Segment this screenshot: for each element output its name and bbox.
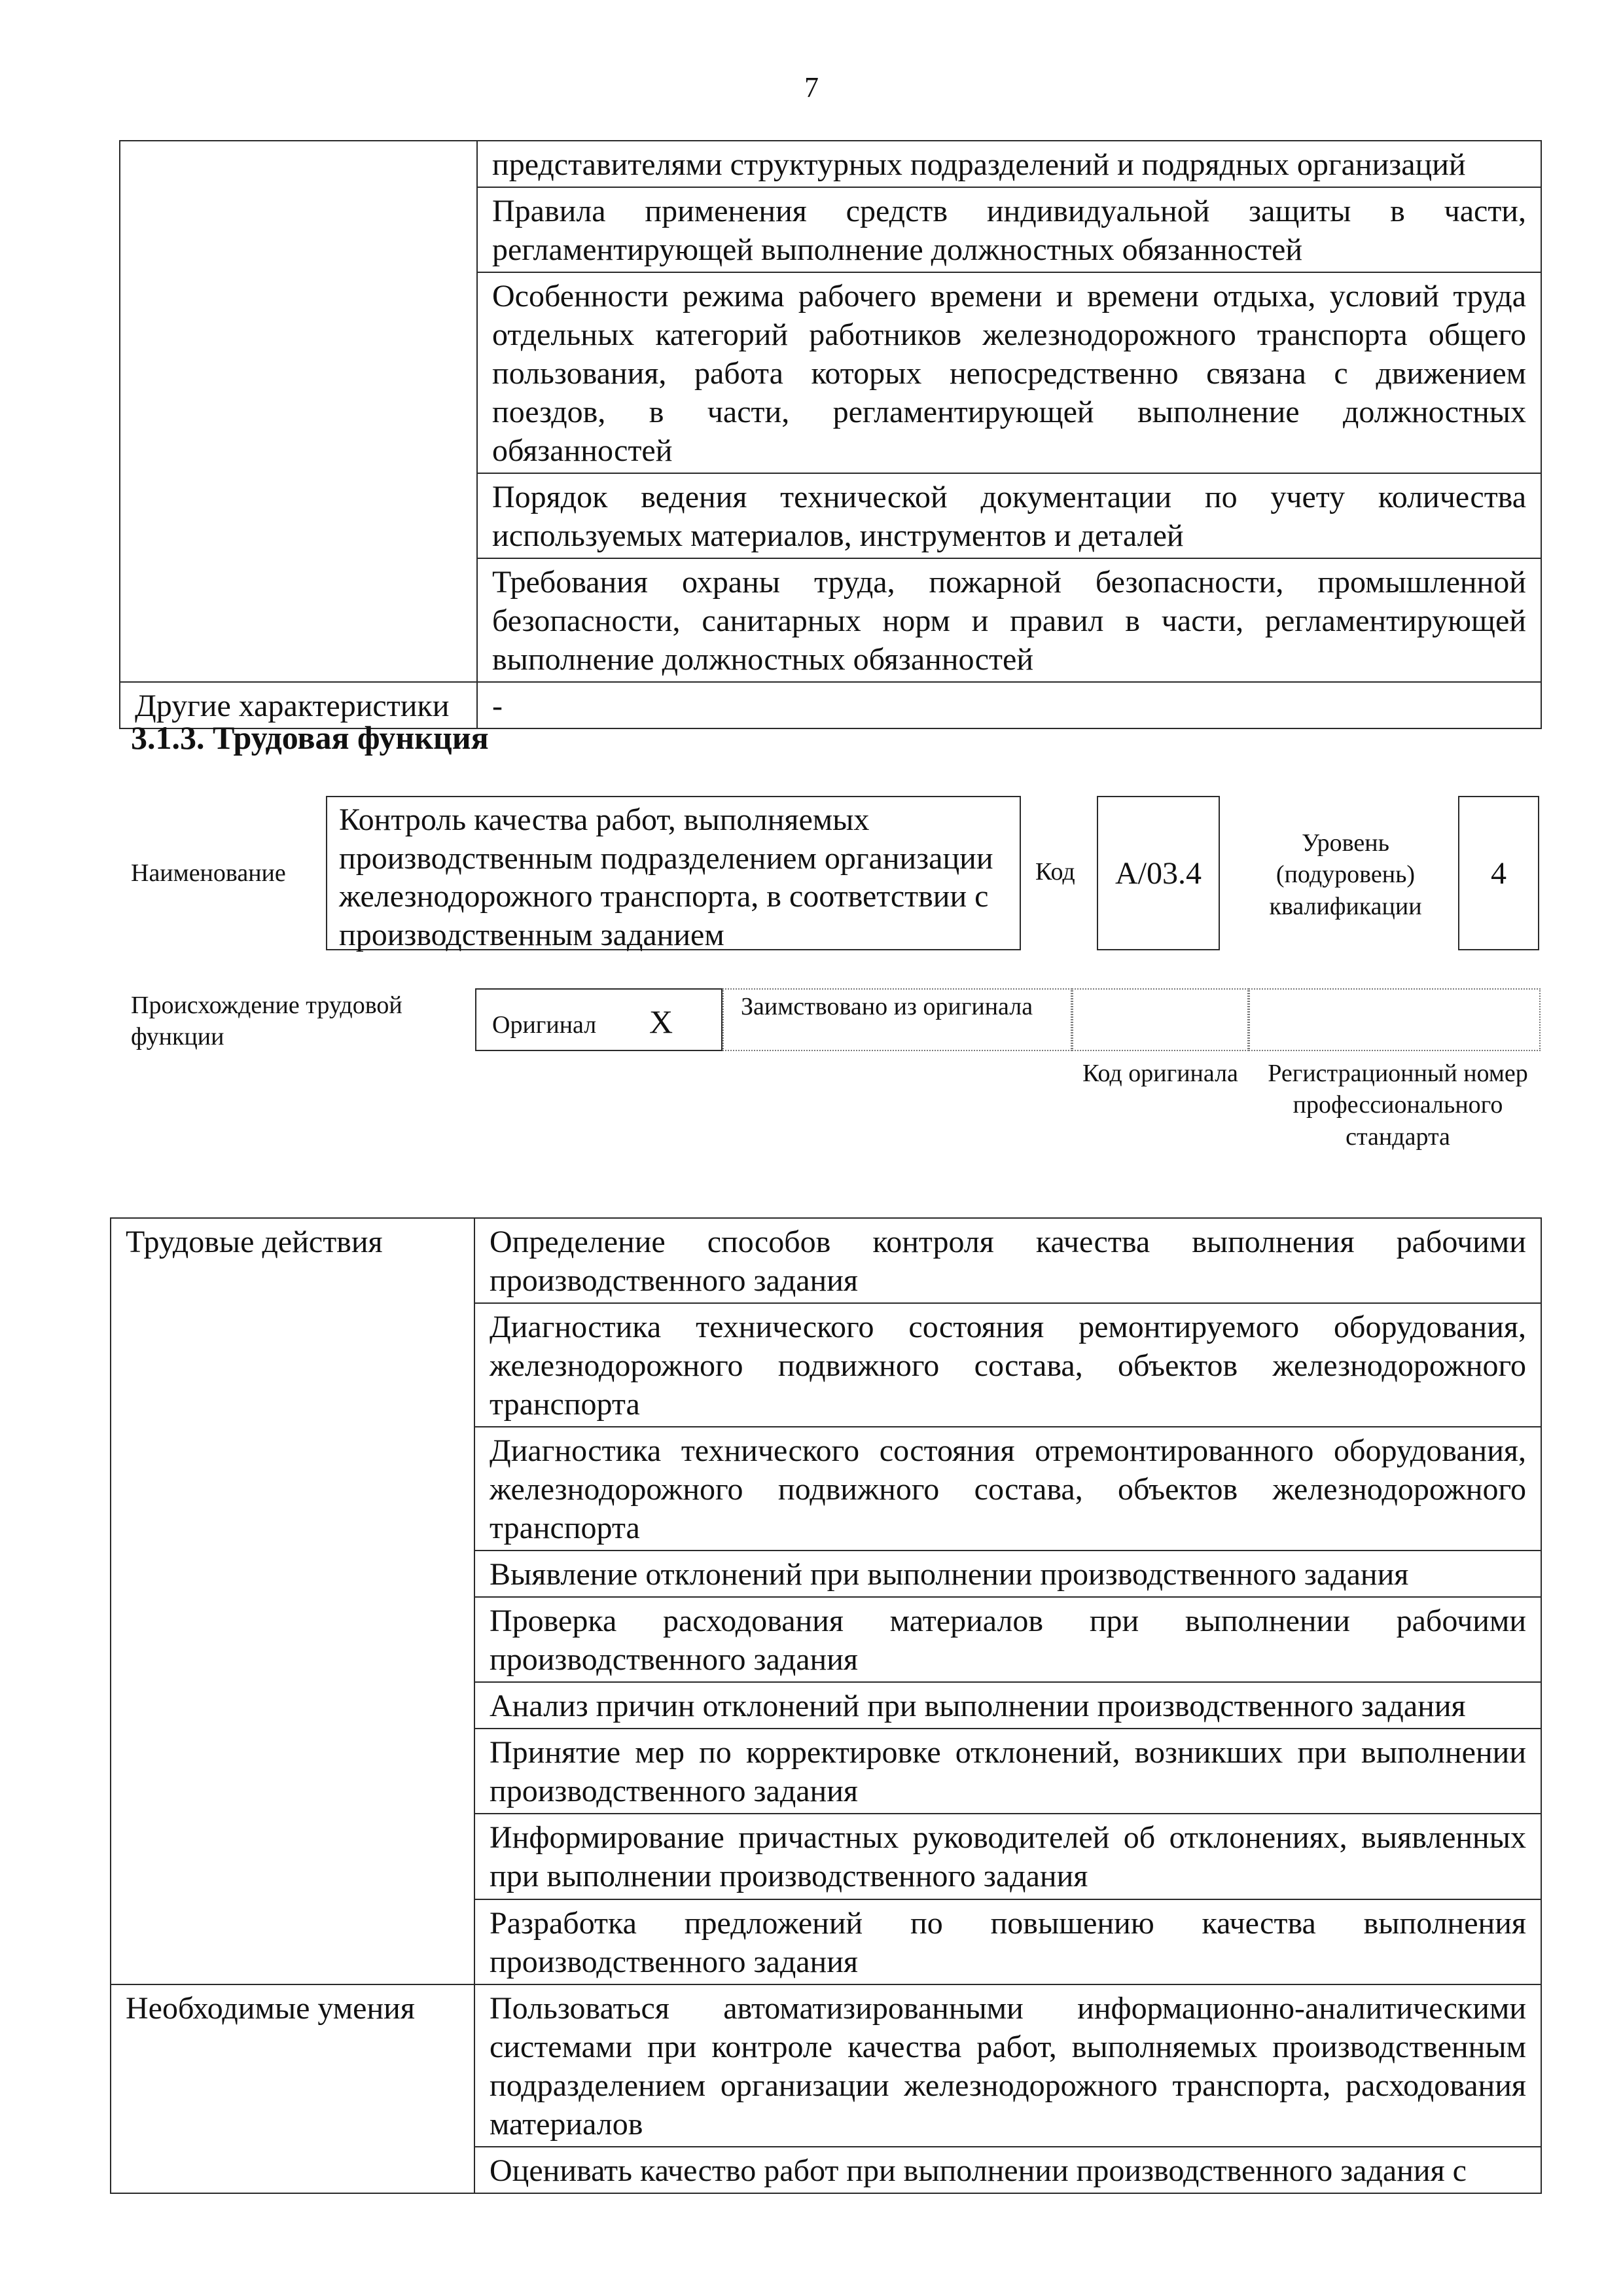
group-label: Необходимые умения <box>111 1984 474 2193</box>
table-cell: Оценивать качество работ при выполнении производственного задания с <box>474 2147 1541 2193</box>
code-box <box>1097 796 1220 950</box>
origin-label: Происхождение трудовой функции <box>131 992 402 1051</box>
table-cell: Диагностика технического состояния ремонтируемого оборудования, железнодорожного подвижного состава, объектов железнодорожного транспорта <box>474 1303 1541 1427</box>
page-number: 7 <box>804 71 819 103</box>
table-cell: Особенности режима рабочего времени и времени отдыха, условий труда отдельных категорий работников железнодорожного транспорта общего пользования, работа которых непосредственно связана с движением поездов, в части, регламентирующей выполнение должностных обязанностей <box>477 272 1541 473</box>
table-cell: Разработка предложений по повышению качества выполнения производственного задания <box>474 1899 1541 1984</box>
code-label: Код <box>1035 858 1075 886</box>
borrowed-cell <box>722 988 1072 1051</box>
original-label: Оригинал <box>492 1011 597 1039</box>
level-label: Уровень (подуровень) квалификации <box>1269 829 1422 920</box>
table-row <box>120 141 1541 187</box>
code-value: A/03.4 <box>1115 855 1202 891</box>
table-cell: Пользоваться автоматизированными информационно-аналитическими системами при контроле качества работ, выполняемых производственным подразделением организации железнодорожного транспорта, расходования материалов <box>474 1984 1541 2147</box>
section-title: 3.1.3. Трудовая функция <box>131 719 489 756</box>
table-cell: представителями структурных подразделений и подрядных организаций <box>477 141 1541 187</box>
function-name-value: Контроль качества работ, выполняемых производственным подразделением организации железнодорожного транспорта, в соответствии с производственным заданием <box>339 802 993 952</box>
table-cell-label: Другие характеристики <box>120 682 477 728</box>
table-cell: Информирование причастных руководителей об отклонениях, выявленных при выполнении производственного задания <box>474 1814 1541 1899</box>
table-row <box>111 1984 1541 2147</box>
actions-table <box>110 1217 1542 2194</box>
table-cell: Определение способов контроля качества выполнения рабочими производственного задания <box>474 1218 1541 1303</box>
original-cell <box>475 988 722 1051</box>
table-cell: Порядок ведения технической документации по учету количества используемых материалов, инструментов и деталей <box>477 473 1541 558</box>
table-cell: Принятие мер по корректировке отклонений, возникших при выполнении производственного задания <box>474 1729 1541 1814</box>
reg-caption: Регистрационный номер профессионального стандарта <box>1268 1060 1528 1151</box>
table-cell: Правила применения средств индивидуальной защиты в части, регламентирующей выполнение должностных обязанностей <box>477 187 1541 272</box>
name-label: Наименование <box>131 859 286 887</box>
table-cell: Требования охраны труда, пожарной безопасности, промышленной безопасности, санитарных норм и правил в части, регламентирующей выполнение должностных обязанностей <box>477 558 1541 682</box>
table-row <box>111 1218 1541 1303</box>
table-cell-empty <box>120 141 477 682</box>
code-caption: Код оригинала <box>1082 1060 1238 1087</box>
level-box <box>1458 796 1539 950</box>
original-code-cell <box>1072 988 1249 1051</box>
table-cell: Проверка расходования материалов при выполнении рабочими производственного задания <box>474 1597 1541 1682</box>
original-mark: X <box>649 1003 673 1040</box>
table-cell: Анализ причин отклонений при выполнении производственного задания <box>474 1682 1541 1729</box>
borrowed-label: Заимствовано из оригинала <box>741 993 1033 1020</box>
table-cell: Диагностика технического состояния отремонтированного оборудования, железнодорожного подвижного состава, объектов железнодорожного транспорта <box>474 1427 1541 1551</box>
function-name-box <box>326 796 1021 950</box>
level-value: 4 <box>1491 855 1507 891</box>
group-label: Трудовые действия <box>111 1218 474 1984</box>
table-cell: - <box>477 682 1541 728</box>
reg-number-cell <box>1249 988 1541 1051</box>
knowledge-table <box>119 140 1542 729</box>
table-cell: Выявление отклонений при выполнении производственного задания <box>474 1551 1541 1597</box>
